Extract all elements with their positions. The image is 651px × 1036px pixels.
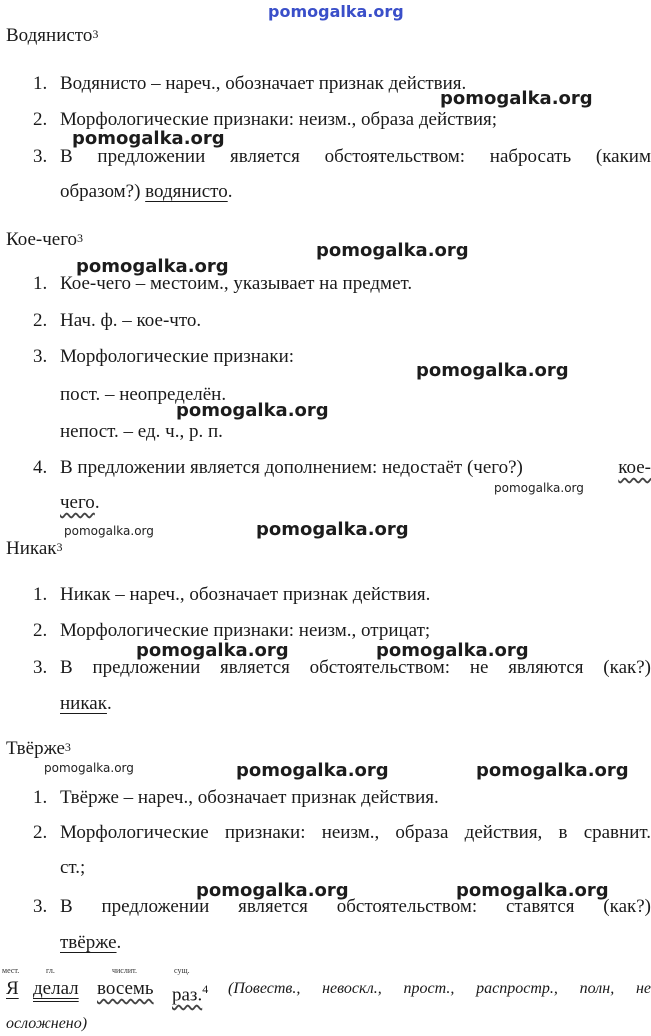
list-number: 2. (33, 109, 48, 130)
pos-label: гл. (46, 966, 55, 975)
list-number: 3. (33, 657, 48, 678)
watermark: pomogalka.org (256, 519, 409, 540)
underlined-word: чего (60, 492, 95, 513)
watermark: pomogalka.org (76, 256, 229, 277)
sentence-word: делал (33, 978, 79, 999)
underlined-word: водянисто (145, 181, 228, 202)
list-item: Морфологические признаки: (60, 346, 295, 367)
list-number: 1. (33, 787, 48, 808)
list-number: 1. (33, 273, 48, 294)
list-subitem: непост. – ед. ч., р. п. (60, 421, 223, 442)
watermark: pomogalka.org (416, 360, 569, 381)
section-heading-koe-chego: Кое-чего$^3$ (6, 229, 84, 250)
sentence-characteristics-continuation: осложнено) (6, 1015, 88, 1032)
list-number: 3. (33, 896, 48, 917)
watermark: pomogalka.org (376, 640, 529, 661)
watermark: pomogalka.org (196, 880, 349, 901)
sentence-word: восемь (97, 978, 154, 999)
watermark-top: pomogalka.org (268, 2, 404, 21)
underlined-word: твёрже (60, 932, 117, 953)
list-number: 3. (33, 346, 48, 367)
pos-label: числит. (112, 966, 138, 975)
list-item: В предложении является обстоятельством: ставятся (как?) (60, 896, 651, 917)
watermark: pomogalka.org (72, 128, 225, 149)
watermark: pomogalka.org (456, 880, 609, 901)
list-item-continuation: никак. (60, 693, 112, 714)
watermark: pomogalka.org (64, 524, 154, 538)
watermark: pomogalka.org (476, 760, 629, 781)
list-subitem: пост. – неопределён. (60, 384, 227, 405)
list-item-continuation: ст.; (60, 857, 86, 878)
list-item-continuation: образом?) водянисто. (60, 181, 233, 202)
list-item: Кое-чего – местоим., указывает на предмет. (60, 273, 413, 294)
sentence-word: раз.$^4$ (172, 982, 209, 1006)
list-item: Нач. ф. – кое-что. (60, 310, 202, 331)
sentence-characteristics: (Повеств., невоскл., прост., распростр., полн, не (228, 980, 651, 997)
section-heading-nikak: Никак$^3$ (6, 538, 63, 559)
list-item: Морфологические признаки: неизм., отрицат; (60, 620, 431, 641)
watermark: pomogalka.org (494, 481, 584, 495)
list-number: 4. (33, 457, 48, 478)
list-item: Твёрже – нареч., обозначает признак действия. (60, 787, 439, 808)
list-number: 3. (33, 146, 48, 167)
list-number: 1. (33, 584, 48, 605)
list-number: 2. (33, 620, 48, 641)
list-item: В предложении является обстоятельством: набросать (каким (60, 146, 651, 167)
section-heading-tverzhe: Твёрже$^3$ (6, 738, 71, 759)
list-item: Водянисто – нареч., обозначает признак действия. (60, 73, 467, 94)
watermark: pomogalka.org (440, 88, 593, 109)
list-item-continuation: твёрже. (60, 932, 122, 953)
watermark: pomogalka.org (316, 240, 469, 261)
list-number: 1. (33, 73, 48, 94)
underlined-word: никак (60, 693, 107, 714)
sentence-word: Я (6, 978, 19, 999)
watermark: pomogalka.org (44, 761, 134, 775)
list-item: Морфологические признаки: неизм., образа действия, в сравнит. (60, 822, 651, 843)
list-item: В предложении является дополнением: недостаёт (чего?) кое- (60, 457, 651, 478)
watermark: pomogalka.org (136, 640, 289, 661)
watermark: pomogalka.org (236, 760, 389, 781)
list-item: Никак – нареч., обозначает признак действия. (60, 584, 431, 605)
list-item: В предложении является обстоятельством: не являются (как?) (60, 657, 651, 678)
section-heading-vodyanisto: Водянисто$^3$ (6, 25, 99, 46)
list-item: Морфологические признаки: неизм., образа действия; (60, 109, 497, 130)
watermark: pomogalka.org (176, 400, 329, 421)
pos-label: мест. (2, 966, 20, 975)
list-number: 2. (33, 310, 48, 331)
pos-label: сущ. (174, 966, 190, 975)
list-item-continuation: чего. (60, 492, 100, 513)
underlined-word: кое- (618, 457, 651, 478)
list-number: 2. (33, 822, 48, 843)
